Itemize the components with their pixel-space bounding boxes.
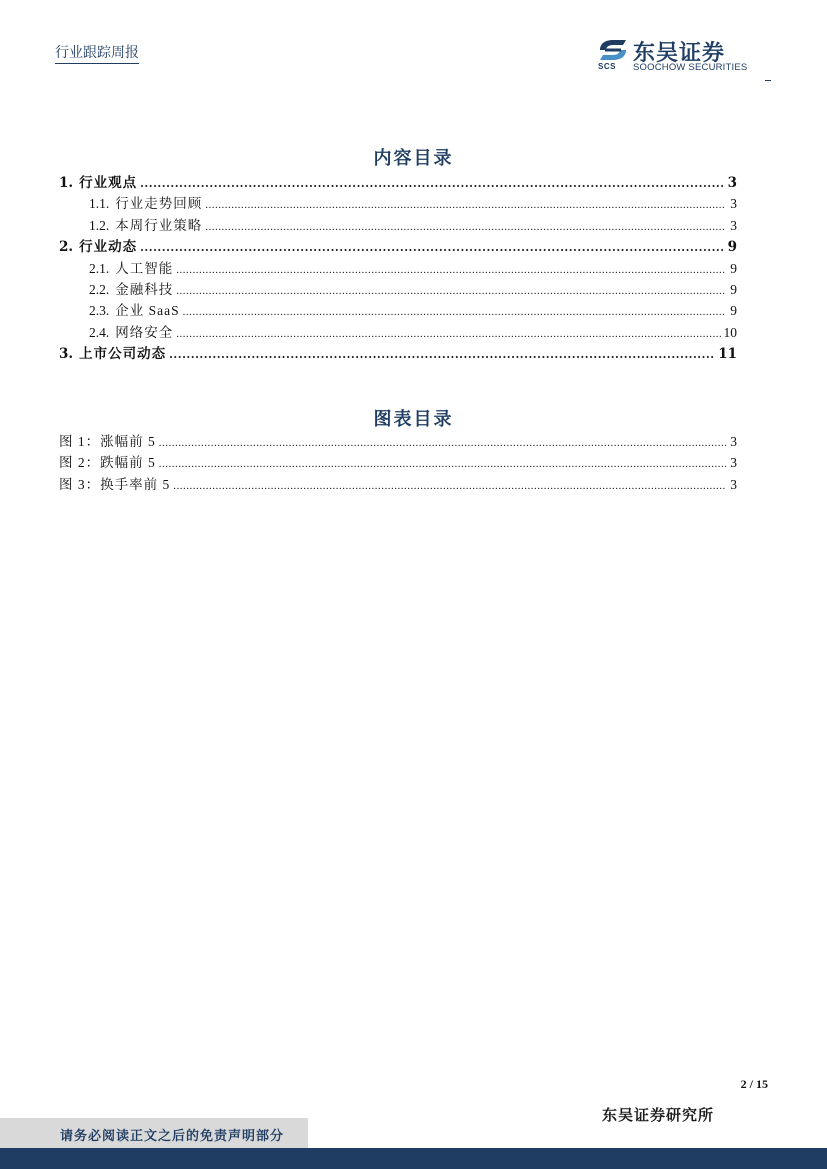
disclaimer-text: 请务必阅读正文之后的免责声明部分 <box>60 1129 285 1144</box>
toc-entry-page: 9 <box>730 281 737 297</box>
page-number: 2 / 15 <box>740 1077 768 1091</box>
toc-entry-page: 10 <box>723 324 737 340</box>
figure-entry-page: 3 <box>730 434 737 449</box>
figure-entry-title: 图 3：换手率前 5 <box>59 476 171 492</box>
toc-leader <box>140 241 725 254</box>
toc-entry[interactable] <box>59 278 737 299</box>
toc-entry-title: 行业观点 <box>79 175 138 191</box>
toc-entry-title: 本周行业策略 <box>115 217 203 233</box>
toc-entry[interactable] <box>59 257 737 278</box>
figure-entry-page: 3 <box>730 455 737 471</box>
toc-entry-page: 3 <box>727 175 737 191</box>
figure-entry-title: 图 1：涨幅前 5 <box>59 434 156 449</box>
toc-entry[interactable] <box>59 235 737 256</box>
toc-entry[interactable] <box>59 192 737 213</box>
toc-leader <box>205 221 726 233</box>
figure-entry-title: 图 2：跌幅前 5 <box>59 455 156 471</box>
disclaimer-banner <box>0 1118 308 1148</box>
toc-entry[interactable] <box>59 171 737 192</box>
toc-entry-number: 2.1. <box>89 260 110 276</box>
toc-entry-number: 3. <box>59 346 74 363</box>
logo-mark-icon <box>597 38 629 62</box>
company-logo <box>597 38 762 72</box>
toc-entry-number: 1.1. <box>89 196 110 212</box>
footer-bar <box>0 1148 827 1169</box>
toc-leader <box>159 458 726 470</box>
toc-entry-number: 2.3. <box>89 303 110 319</box>
toc-entry-page: 9 <box>727 239 737 256</box>
toc-entry-number: 1.2. <box>89 217 110 233</box>
toc-entry-number: 1. <box>59 175 74 191</box>
figure-entry[interactable] <box>59 430 737 451</box>
logo-company-name-en: SOOCHOW SECURITIES <box>633 62 748 73</box>
toc-entry-page: 9 <box>730 303 737 319</box>
toc-entry[interactable] <box>59 321 737 342</box>
header-divider <box>765 80 771 81</box>
figures-title: 图表目录 <box>373 409 454 430</box>
toc-entry-title: 金融科技 <box>115 281 174 297</box>
toc-entry-page: 9 <box>730 260 737 276</box>
research-institute-name: 东吴证券研究所 <box>602 1106 715 1124</box>
toc-entry[interactable] <box>59 299 737 320</box>
contents-title: 内容目录 <box>373 148 454 169</box>
toc-entry[interactable] <box>59 214 737 235</box>
toc-entry-title: 人工智能 <box>115 260 174 276</box>
figure-entry[interactable] <box>59 451 737 472</box>
toc-entry-title: 网络安全 <box>115 324 174 340</box>
toc-entry-title: 上市公司动态 <box>79 346 167 363</box>
toc-leader <box>173 480 726 492</box>
logo-company-name: 东吴证券 <box>633 41 726 66</box>
toc-entry-title: 行业走势回顾 <box>115 196 203 212</box>
figure-entry-page: 3 <box>730 476 737 492</box>
report-type-label: 行业跟踪周报 <box>55 42 139 64</box>
toc-entry[interactable] <box>59 342 737 363</box>
toc-leader <box>159 437 726 449</box>
logo-abbreviation: SCS <box>598 62 616 71</box>
toc-entry-title: 行业动态 <box>79 239 138 256</box>
figure-entry[interactable] <box>59 473 737 494</box>
toc-leader <box>176 264 726 276</box>
toc-entry-number: 2.2. <box>89 281 110 297</box>
toc-entry-page: 3 <box>730 196 737 212</box>
toc-leader <box>205 199 726 211</box>
toc-leader <box>183 306 726 318</box>
contents-list <box>59 171 737 364</box>
toc-entry-number: 2. <box>59 239 74 256</box>
toc-entry-page: 11 <box>718 346 737 363</box>
toc-leader <box>140 177 725 190</box>
toc-leader <box>176 285 726 297</box>
toc-leader <box>169 348 715 361</box>
figures-list <box>59 430 737 494</box>
toc-entry-page: 3 <box>730 217 737 233</box>
toc-entry-title: 企业 SaaS <box>115 303 180 319</box>
toc-leader <box>176 328 720 340</box>
toc-entry-number: 2.4. <box>89 324 110 340</box>
